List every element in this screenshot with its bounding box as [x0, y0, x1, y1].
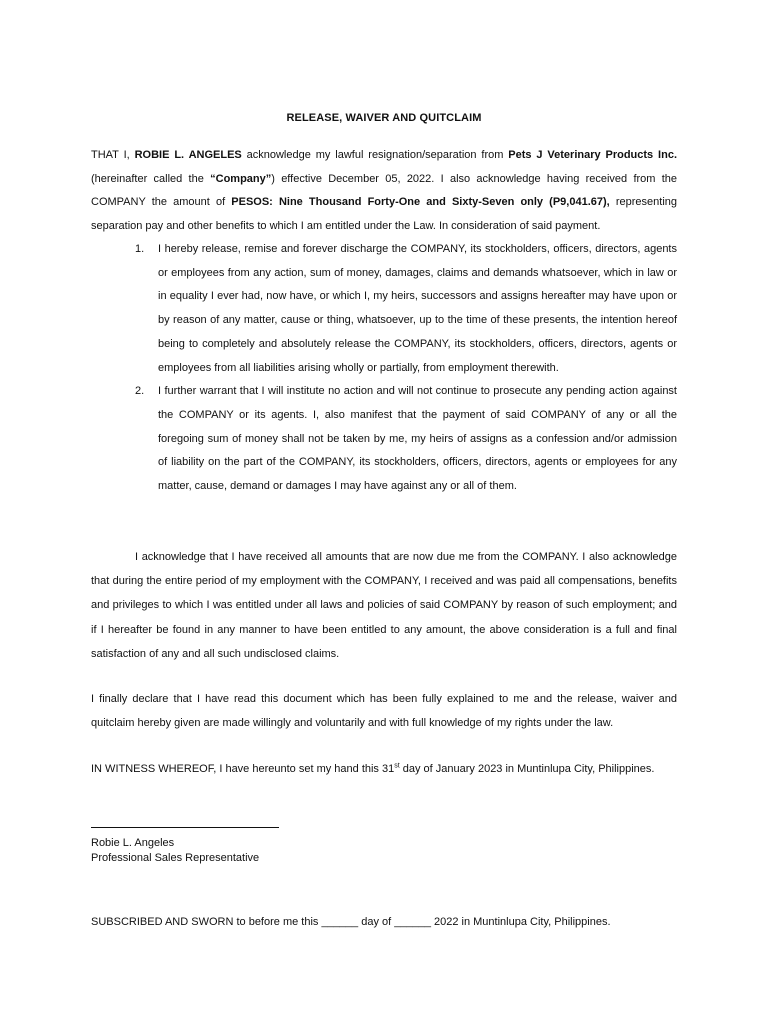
- employee-name: ROBIE L. ANGELES: [134, 149, 242, 161]
- signature-line: [91, 827, 279, 828]
- intro-text-4: ) effective December 05, 2022. I also acknowledge having received from the COMPANY the amount of: [91, 172, 678, 208]
- list-item: [91, 238, 677, 380]
- list-item: [91, 380, 677, 499]
- declaration-paragraph: I finally declare that I have read this document which has been fully explained to me and the release, waiver and quitclaim hereby given are made willingly and voluntarily and with full knowledge of my rights under the law.: [91, 693, 677, 729]
- intro-text-1: THAT I,: [91, 149, 135, 161]
- signatory-name: Robie L. Angeles: [91, 837, 175, 849]
- list-item-text: I further warrant that I will institute no action and will not continue to prosecute any pending action against the COMPANY or its agents. I, also manifest that the payment of said COMPANY of any or all the foregoing sum of money shall not be taken by me, my heirs of assigns as a confession and/or admission of liability on the part of the COMPANY, its stockholders, officers, directors, agents or employees for any matter, cause, demand or damages I may have against any or all of them.: [158, 385, 677, 493]
- witness-text-1: IN WITNESS WHEREOF, I have hereunto set my hand this 31: [91, 763, 395, 775]
- release-clauses: [91, 238, 677, 499]
- company-name: Pets J Veterinary Products Inc.: [508, 149, 678, 161]
- acknowledgment-paragraph: I acknowledge that I have received all amounts that are now due me from the COMPANY. I also acknowledge that during the entire period of my employment with the COMPANY, I received and was paid all compensations, benefits and privileges to which I was entitled under all laws and policies of said COMPANY by reason of such employment; and if I hereafter be found in any manner to have been entitled to any amount, the above consideration is a full and final satisfaction of any and all such undisclosed claims.: [91, 551, 677, 660]
- intro-text-3: (hereinafter called the: [91, 172, 211, 185]
- jurat-line: SUBSCRIBED AND SWORN to before me this ______ day of ______ 2022 in Muntinlupa City, Philippines.: [91, 916, 611, 928]
- list-item-number: 2.: [135, 385, 145, 398]
- intro-text-2: acknowledge my lawful resignation/separation from: [241, 149, 509, 161]
- payment-amount: PESOS: Nine Thousand Forty-One and Sixty-Seven only (P9,041.67),: [231, 196, 610, 208]
- document-title: RELEASE, WAIVER AND QUITCLAIM: [286, 112, 482, 124]
- witness-text-2: day of January 2023 in Muntinlupa City, Philippines.: [399, 763, 655, 775]
- intro-text-5: representing separation pay and other benefits to which I am entitled under the Law. In consideration of said payment.: [91, 196, 677, 232]
- intro-paragraph: [91, 144, 677, 238]
- list-item-text: I hereby release, remise and forever discharge the COMPANY, its stockholders, officers, directors, agents or employees from any action, sum of money, damages, claims and demands whatsoever, which in law or in equality I ever had, now have, or which I, my heirs, successors and assigns hereafter may have upon or by reason of any matter, cause or thing, whatsoever, up to the time of these presents, the intention hereof being to completely and absolutely release the COMPANY, its stockholders, officers, directors, agents or employees from all liabilities arising wholly or partially, from employment therewith.: [158, 243, 677, 374]
- witness-paragraph: [91, 758, 677, 782]
- list-item-number: 1.: [135, 243, 145, 255]
- signatory-position: Professional Sales Representative: [91, 852, 260, 864]
- company-alias: “Company”: [210, 172, 272, 185]
- witness-ordinal: st: [394, 762, 400, 770]
